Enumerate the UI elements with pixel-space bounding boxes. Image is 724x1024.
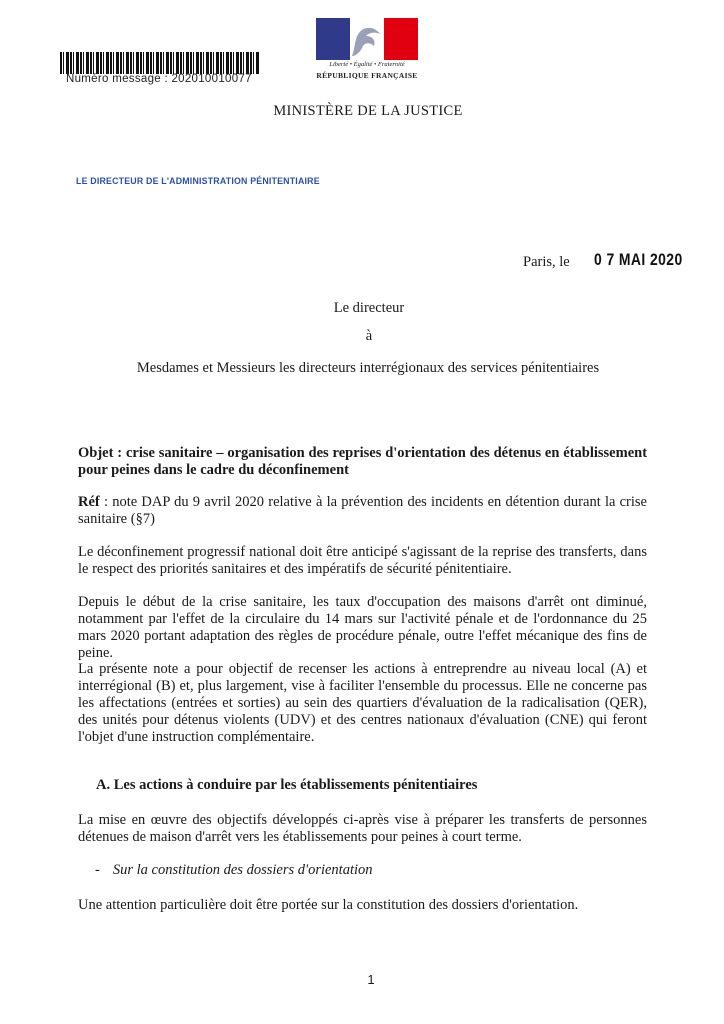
paragraph-mise-en-oeuvre: La mise en œuvre des objectifs développés ci-après vise à préparer les transferts de personnes détenues de maison d'arrêt vers les établissements pour peines à court terme. bbox=[78, 812, 647, 845]
logo-republique: RÉPUBLIQUE FRANÇAISE bbox=[316, 71, 418, 80]
paragraph-deconfinement: Le déconfinement progressif national doit être anticipé s'agissant de la reprise des transferts, dans le respect des priorités sanitaires et des impératifs de sécurité pénitentiaire. bbox=[78, 544, 647, 577]
message-number: Numéro message : 202010010077 bbox=[66, 73, 252, 85]
date-prefix: Paris, le bbox=[523, 254, 570, 270]
objet-text: crise sanitaire – organisation des reprises d'orientation des détenus en établissement pour peines dans le cadre du déconfinement bbox=[78, 445, 648, 478]
barcode bbox=[60, 52, 260, 74]
ref-label: Réf bbox=[78, 494, 100, 510]
paragraph-objectif: La présente note a pour objectif de recenser les actions à entreprendre au niveau local (A) et interrégional (B) et, plus largement, vise à faciliter l'ensemble du processus. Elle ne concerne pas les affectations (entrées et sorties) au sein des quartiers d'évaluation de la radicalisation (QER), des unités pour détenus violents (UDV) et des centres nationaux d'évaluation (CNE) qui feront l'objet d'une instruction complémentaire. bbox=[78, 661, 647, 745]
page-number: 1 bbox=[367, 972, 375, 987]
reference-paragraph bbox=[78, 494, 647, 528]
recipients-line: Mesdames et Messieurs les directeurs interrégionaux des services pénitentiaires bbox=[136, 360, 600, 376]
date-stamp: 0 7 MAI 2020 bbox=[594, 250, 683, 269]
section-a-heading: A. Les actions à conduire par les établissements pénitentiaires bbox=[96, 777, 478, 793]
ministry-title: MINISTÈRE DE LA JUSTICE bbox=[273, 103, 463, 119]
marianne-logo bbox=[316, 18, 418, 60]
bullet-dash: - bbox=[95, 862, 100, 878]
direction-heading: LE DIRECTEUR DE L'ADMINISTRATION PÉNITENTIAIRE bbox=[76, 176, 320, 186]
ref-text: : note DAP du 9 avril 2020 relative à la prévention des incidents en détention durant la crise sanitaire (§7) bbox=[78, 494, 647, 527]
logo-motto: Liberté • Égalité • Fraternité bbox=[329, 61, 405, 68]
bullet-text: Sur la constitution des dossiers d'orientation bbox=[112, 862, 373, 878]
sender-line: Le directeur bbox=[333, 300, 405, 316]
objet-paragraph bbox=[78, 445, 647, 479]
paragraph-attention: Une attention particulière doit être portée sur la constitution des dossiers d'orientation. bbox=[78, 897, 579, 913]
objet-label: Objet : bbox=[78, 445, 123, 461]
to-word: à bbox=[365, 328, 373, 344]
bullet-constitution bbox=[95, 862, 373, 879]
paragraph-occupation: Depuis le début de la crise sanitaire, les taux d'occupation des maisons d'arrêt ont diminué, notamment par l'effet de la circulaire du 14 mars sur l'activité pénale et de l'ordonnance du 25 mars 2020 portant adaptation des règles de procédure pénale, outre l'effet mécanique des fins de peine. bbox=[78, 594, 647, 661]
